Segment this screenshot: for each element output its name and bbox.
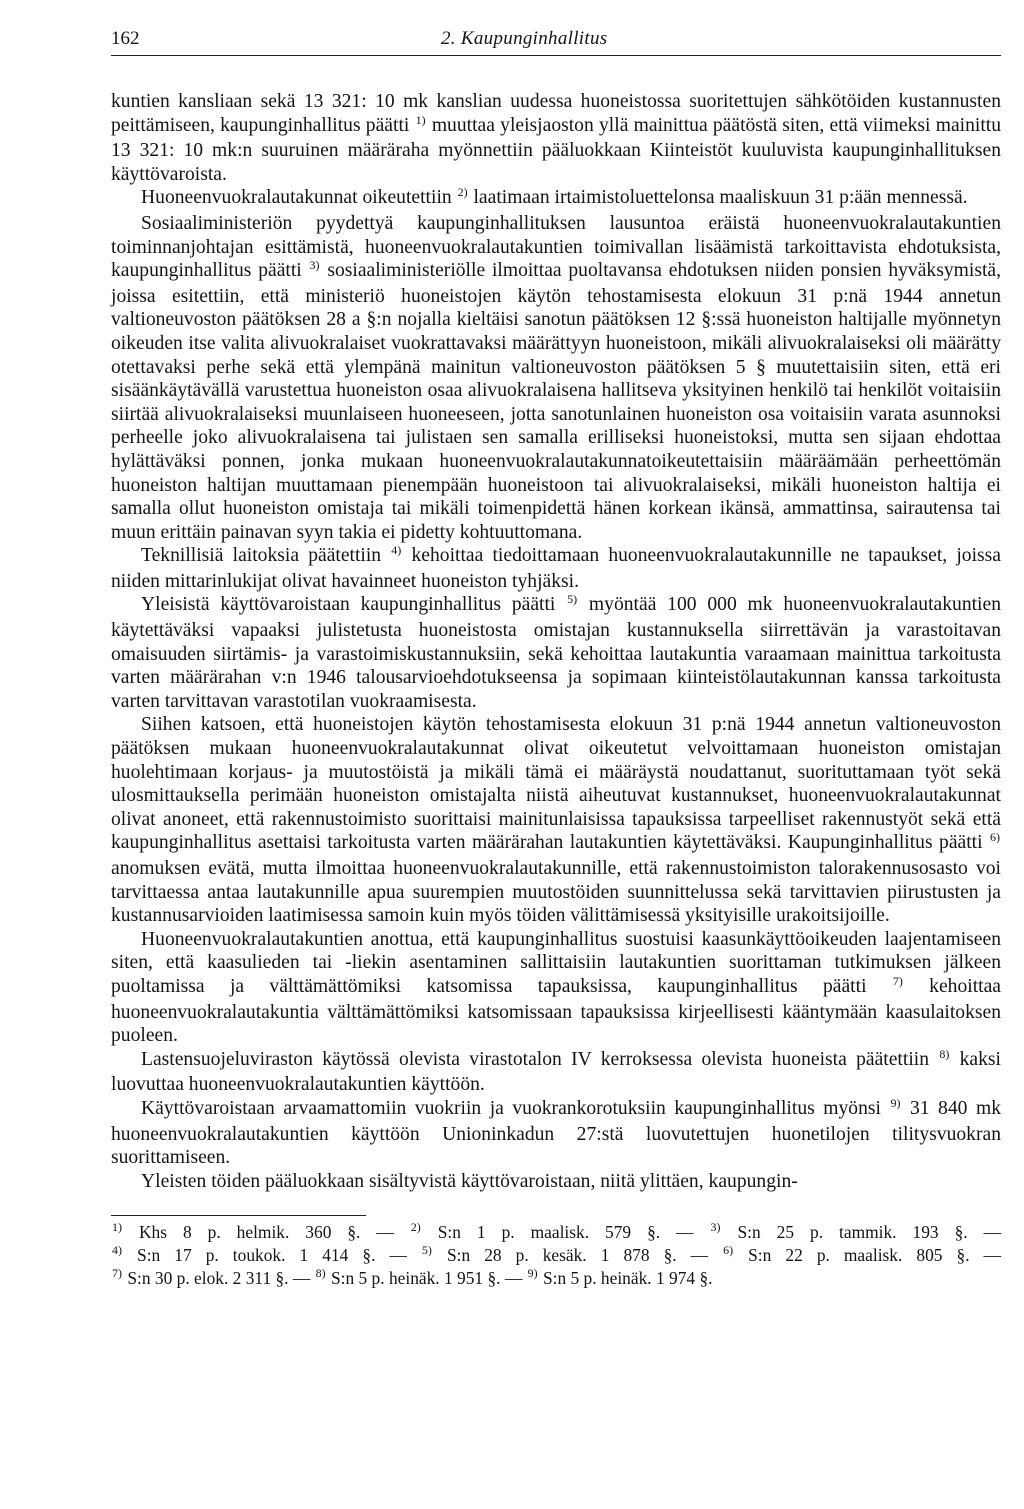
footnote-marker: 3) (309, 258, 320, 273)
footnote-line (111, 1222, 1001, 1245)
text-run: kehoittaa huoneenvuokralautakuntia välttämättömiksi katsomissaan tapauksissa kirjeellisesti kääntymään kaasulaitoksen puoleen. (111, 975, 1001, 1047)
text-run: kaksi luovuttaa huoneenvuokralautakuntien käyttöön. (111, 1048, 1001, 1096)
text-run: Khs 8 p. helmik. 360 §. — (123, 1222, 410, 1243)
footnote-marker: 2) (410, 1220, 421, 1235)
footnote-marker: 9) (527, 1266, 538, 1281)
footnote-marker: 5) (567, 592, 578, 607)
footnote-marker: 3) (710, 1220, 721, 1235)
paragraph (111, 186, 1001, 212)
text-run: 31 840 mk huoneenvuokralautakuntien käyttöön Unioninkadun 27:stä luovutettujen huonetilojen tilitysvuokran suorittamiseen. (111, 1097, 1001, 1169)
text-run: Lastensuojeluviraston käytössä olevista virastotalon IV kerroksessa olevista huoneista päätettiin (141, 1048, 939, 1070)
paragraph (111, 1048, 1001, 1097)
running-title: 2. Kaupunginhallitus (441, 28, 608, 49)
text-run: anomuksen evätä, mutta ilmoittaa huoneenvuokralautakunnille, että rakennustoimiston talorakennusosasto voi tarvittaessa antaa lautakunnille apua suurempien muutostöiden suunnittelussa sekä tarvittavien piirustusten ja kustannusarvioiden laatimisessa samoin kuin myös töiden välittämisessä yksityisille urakoitsijoille. (111, 858, 1001, 927)
page-header (111, 28, 1001, 56)
text-run: Yleisistä käyttövaroistaan kaupunginhallitus päätti (141, 594, 567, 616)
text-run: muuttaa yleisjaoston yllä mainittua päätöstä siten, että viimeksi mainittu 13 321: 10 mk:n suuruinen määräraha myönnettiin pääluokkaan Kiinteistöt kuuluvista kaupunginhallituksen käyttövaroista. (111, 114, 1002, 185)
text-run: laatimaan irtaimistoluettelonsa maaliskuun 31 p:ään mennessä. (468, 187, 968, 209)
text-run: S:n 1 p. maalisk. 579 §. — (421, 1222, 710, 1243)
footnote-marker: 8) (315, 1266, 326, 1281)
text-run: kuntien kansliaan sekä 13 321: 10 mk kanslian uudessa huoneistossa suoritettujen sähkötöiden kustannusten peittämiseen, kaupunginhallitus päätti (111, 91, 1001, 136)
text-run: S:n 30 p. elok. 2 311 §. — (123, 1268, 315, 1289)
footnote-marker: 7) (892, 973, 903, 988)
text-run: Sosiaaliministeriön pyydettyä kaupunginhallituksen lausuntoa eräistä huoneenvuokralautakuntien toiminnanjohtajan esittämistä, huoneenvuokralautakuntien toimivallan lisäämistä tarkoittavista ehdotuksista, kaupunginhallitus päätti (111, 212, 1001, 282)
footnote-marker: 8) (939, 1046, 950, 1061)
paragraph (111, 1170, 1001, 1194)
footnote-divider (111, 1215, 366, 1216)
footnote-marker: 1) (112, 1220, 122, 1235)
footnote-marker: 2) (457, 185, 468, 200)
paragraph (111, 713, 1001, 927)
text-run: sosiaaliministeriölle ilmoittaa puoltavansa ehdotuksen niiden ponsien hyväksymistä, joissa esitettiin, että ministeriö huoneistojen käytön tehostamisesta elokuun 31 p:nä 1944 annetun valtioneuvoston päätöksen 28 a §:n nojalla kieltäisi sanotun päätöksen 12 §:ssä huoneiston haltijalle myönnetyn oikeuden itse valita alivuokralaiset vuokrattavaksi määrättyyn huoneistoon, mikäli alivuokralaiseksi oli määrätty otettavaksi perhe sekä että ylempänä mainitun valtioneuvoston päätöksen 5 § muutettaisiin siten, että eri sisäänkäytävällä varustettua huoneiston osaa alivuokralaisena hallitseva yksityinen henkilö tai henkilöt voitaisiin siirtää alivuokralaiseksi muunlaiseen huoneeseen, jotta sanotunlainen huoneiston osa voitaisiin varata asunnoksi perheelle joko alivuokralaisena tai julistaen sen samalla erilliseksi huoneistoksi, mutta sen sijaan ehdottaa hylättäväksi ponnen, jonka mukaan huoneenvuokralautakunnatoikeutettaisiin määräämään perheettömän huoneiston haltijan muuttamaan pienempään huoneistoon tai alivuokralaiseksi, mikäli huoneiston haltija ei samalla ollut huoneiston omistaja tai mikäli toimenpidettä hänen korkean ikänsä, ammattinsa, sairautensa tai muun erittäin painavan syyn takia ei pidetty kohtuuttomana. (111, 260, 1001, 543)
footnote-marker: 5) (421, 1243, 432, 1258)
text-run: S:n 22 p. maalisk. 805 §. — (734, 1245, 1001, 1266)
footnote-marker: 4) (112, 1243, 122, 1258)
text-run: S:n 5 p. heinäk. 1 951 §. — (326, 1268, 527, 1289)
footnote-marker: 6) (723, 1243, 734, 1258)
footnote-marker: 9) (890, 1095, 901, 1110)
text-run: kehoittaa tiedoittamaan huoneenvuokralautakunnille ne tapaukset, joissa niiden mittarinlukijat olivat havainneet huoneiston tyhjäksi. (111, 545, 1001, 592)
document-page (111, 28, 1001, 1291)
text-run: S:n 25 p. tammik. 193 §. — (721, 1222, 1001, 1243)
text-run: S:n 5 p. heinäk. 1 974 §. (538, 1268, 713, 1289)
footnote-marker: 6) (990, 830, 1000, 845)
text-run: S:n 17 p. toukok. 1 414 §. — (123, 1245, 421, 1266)
text-run: Huoneenvuokralautakuntien anottua, että kaupunginhallitus suostuisi kaasunkäyttöoikeuden laajentamiseen siten, että kaasulieden tai -liekin asentaminen sallittaisiin lautakuntien suorittaman tutkimuksen jälkeen puoltamissa ja välttämättömiksi katsomissa tapauksissa, kaupunginhallitus päätti (111, 928, 1001, 997)
text-run: Teknillisiä laitoksia päätettiin (141, 545, 391, 567)
footnote-marker: 1) (415, 112, 426, 127)
page-number: 162 (111, 28, 140, 49)
text-run: Yleisten töiden pääluokkaan sisältyvistä käyttövaroistaan, niitä ylittäen, kaupungin- (141, 1170, 798, 1192)
text-run: Käyttövaroistaan arvaamattomiin vuokriin ja vuokrankorotuksiin kaupunginhallitus myönsi (141, 1097, 890, 1119)
footnotes (111, 1222, 1001, 1291)
text-run: S:n 28 p. kesäk. 1 878 §. — (432, 1245, 723, 1266)
paragraph (111, 593, 1001, 713)
footnote-marker: 4) (391, 543, 402, 558)
body-text (111, 90, 1001, 1193)
text-run: Huoneenvuokralautakunnat oikeutettiin (141, 187, 457, 209)
paragraph (111, 212, 1001, 544)
paragraph (111, 928, 1001, 1048)
paragraph (111, 544, 1001, 593)
text-run: Siihen katsoen, että huoneistojen käytön tehostamisesta elokuun 31 p:nä 1944 annetun valtioneuvoston päätöksen mukaan huoneenvuokralautakunnat olivat oikeutetut velvoittamaan huoneiston omistajan huolehtimaan korjaus- ja muutostöistä ja mikäli tämä ei määräystä noudattanut, suorituttamaan työt sekä ulosmittauksella perimään huoneiston omistajalta niistä aiheutuvat kustannukset, huoneenvuokralautakunnat olivat anoneet, että rakennustoimisto suorittaisi mainitunlaisissa tapauksissa tarpeelliset rakennustyöt sekä että kaupunginhallitus asettaisi tarkoitusta varten määrärahan lautakuntien käytettäväksi. Kaupunginhallitus päätti (111, 714, 1001, 854)
footnote-line (111, 1268, 1001, 1291)
text-run: myöntää 100 000 mk huoneenvuokralautakuntien käytettäväksi vapaaksi julistetusta huoneistosta omistajan kustannuksella siirrettävän ja varastoitavan omaisuuden siirtämis- ja varastoimiskustannuksiin, sekä kehoittaa lautakuntia varaamaan mainittua tarkoitusta varten määrärahan v:n 1946 talousarvioehdotukseensa ja sopimaan kiinteistölautakunnan kanssa tarkoitusta varten tarvittavan varastotilan vuokraamisesta. (111, 594, 1001, 712)
paragraph (111, 90, 1001, 186)
footnote-marker: 7) (112, 1266, 122, 1281)
footnote-line (111, 1245, 1001, 1268)
paragraph (111, 1097, 1001, 1170)
